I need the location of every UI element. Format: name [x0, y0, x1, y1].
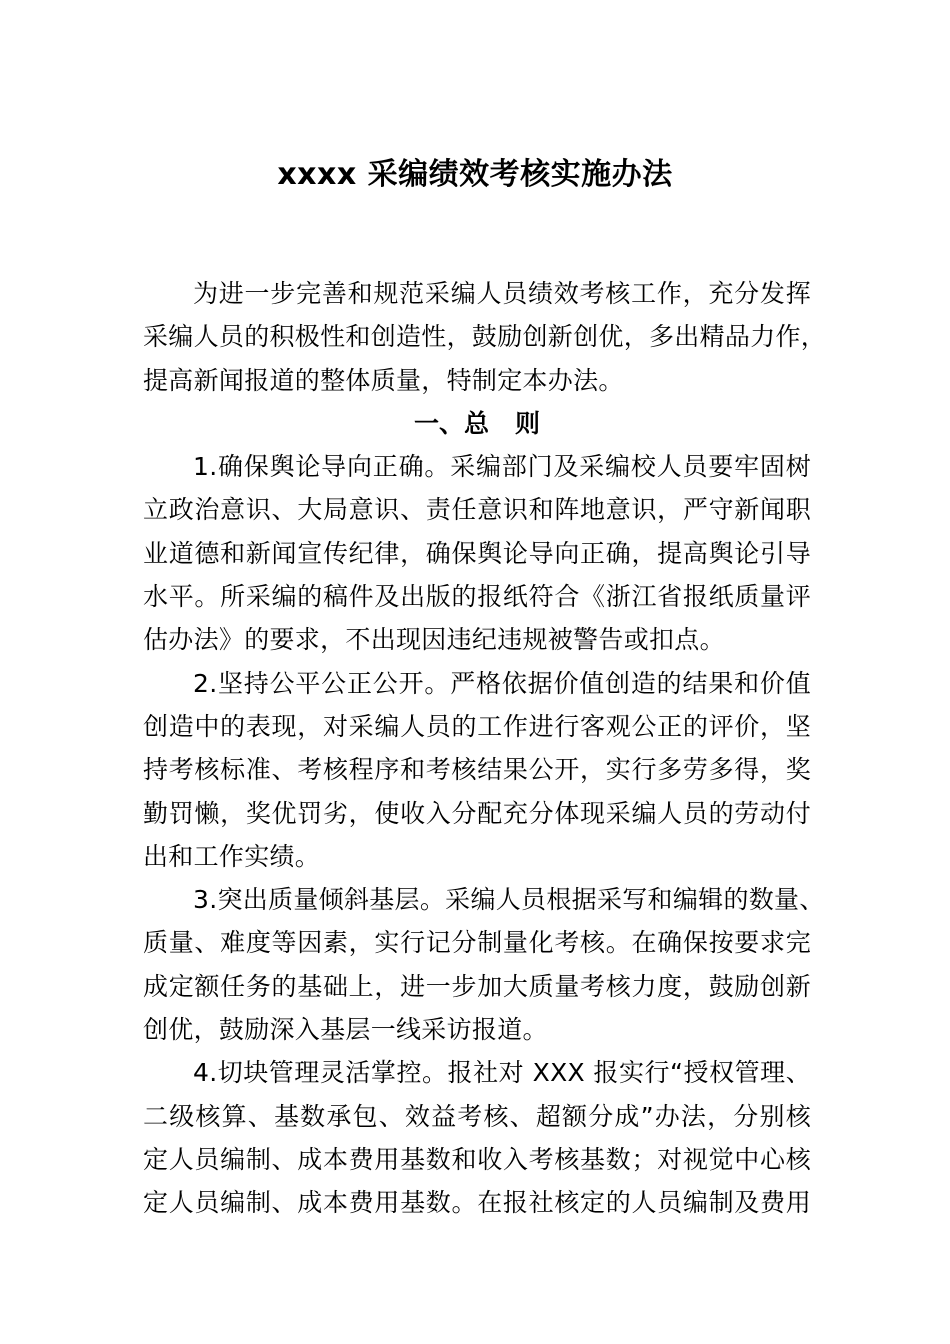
item-2-paragraph: [143, 662, 811, 878]
section-heading: 一、总 则: [413, 408, 541, 438]
paragraph-line: 成定额任务的基础上，进一步加大质量考核力度，鼓励创新: [143, 971, 811, 1001]
paragraph-line: 为进一步完善和规范采编人员绩效考核工作，充分发挥: [193, 279, 811, 308]
paragraph-line: 4.切块管理灵活掌控。报社对 XXX 报实行“授权管理、: [193, 1058, 811, 1088]
paragraph-line: 提高新闻报道的整体质量，特制定本办法。: [143, 365, 624, 395]
paragraph-line: 创优，鼓励深入基层一线采访报道。: [143, 1015, 548, 1045]
paragraph-line: 3.突出质量倾斜基层。采编人员根据采写和编辑的数量、: [193, 885, 825, 915]
paragraph-line: 2.坚持公平公正公开。严格依据价值创造的结果和价值: [193, 668, 811, 698]
paragraph-line: 定人员编制、成本费用基数和收入考核基数；对视觉中心核: [143, 1144, 811, 1174]
paragraph-line: 采编人员的积极性和创造性，鼓励创新创优，多出精品力作，: [143, 322, 827, 352]
paragraph-line: 业道德和新闻宣传纪律，确保舆论导向正确，提高舆论引导: [143, 538, 811, 568]
paragraph-line: 1.确保舆论导向正确。采编部门及采编校人员要牢固树: [193, 452, 811, 482]
intro-paragraph: [143, 272, 827, 402]
paragraph-line: 质量、难度等因素，实行记分制量化考核。在确保按要求完: [143, 928, 811, 958]
paragraph-line: 持考核标准、考核程序和考核结果公开，实行多劳多得，奖: [143, 755, 811, 785]
item-4-paragraph: [143, 1051, 811, 1224]
paragraph-line: 勤罚懒，奖优罚劣，使收入分配充分体现采编人员的劳动付: [143, 798, 811, 828]
document-title: xxxx 采编绩效考核实施办法: [277, 157, 673, 192]
paragraph-line: 立政治意识、大局意识、责任意识和阵地意识，严守新闻职: [143, 495, 811, 525]
document-body: [143, 272, 827, 1225]
paragraph-line: 创造中的表现，对采编人员的工作进行客观公正的评价，坚: [143, 711, 811, 741]
paragraph-line: 定人员编制、成本费用基数。在报社核定的人员编制及费用: [143, 1188, 811, 1218]
paragraph-line: 估办法》的要求，不出现因违纪违规被警告或扣点。: [143, 625, 725, 655]
paragraph-line: 二级核算、基数承包、效益考核、超额分成”办法，分别核: [143, 1101, 811, 1131]
paragraph-line: 出和工作实绩。: [143, 841, 321, 871]
item-3-paragraph: [143, 878, 825, 1051]
item-1-paragraph: [143, 445, 811, 661]
paragraph-line: 水平。所采编的稿件及出版的报纸符合《浙江省报纸质量评: [143, 582, 811, 612]
